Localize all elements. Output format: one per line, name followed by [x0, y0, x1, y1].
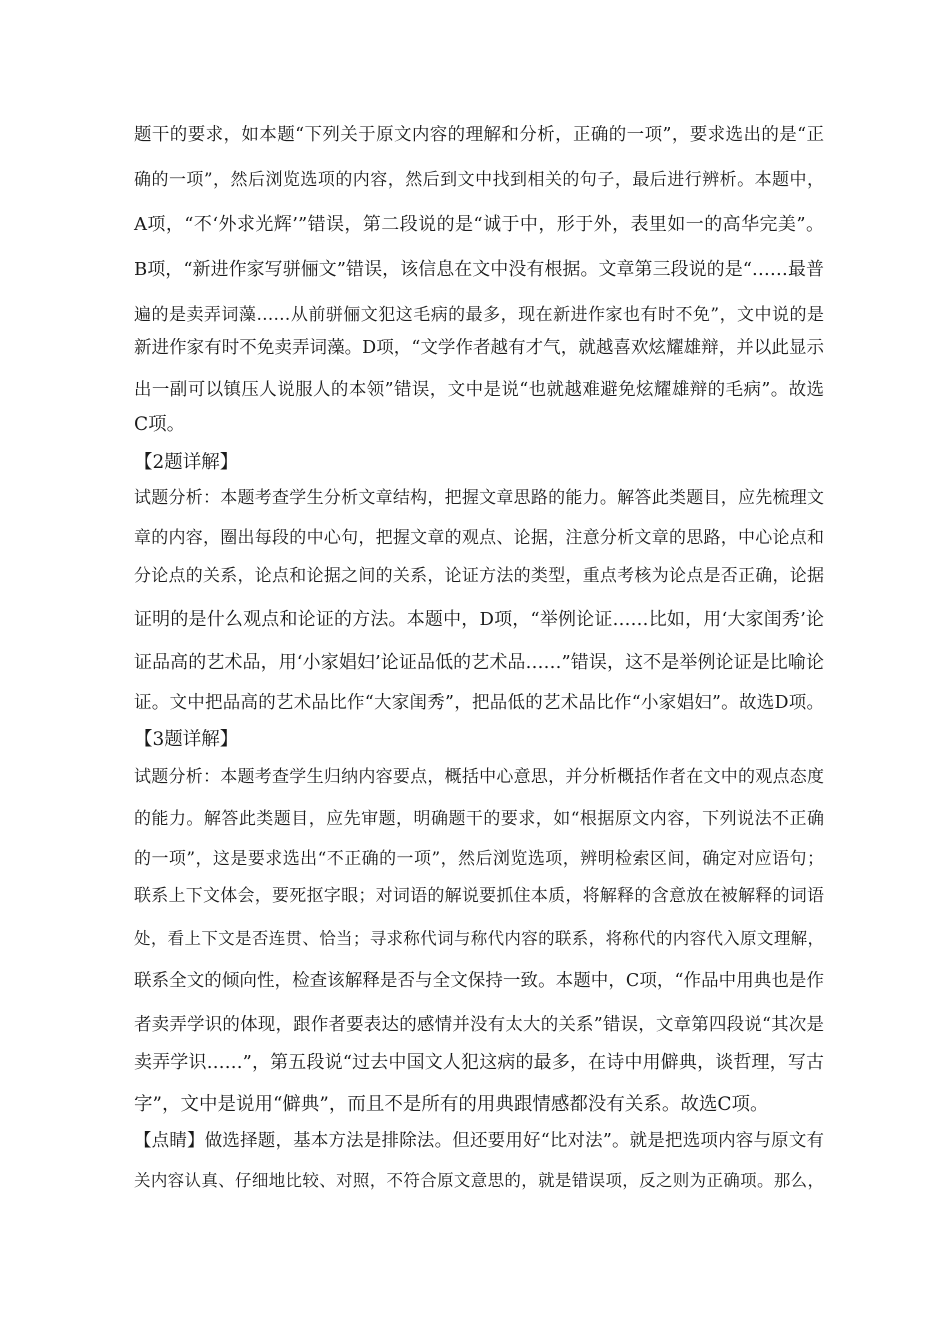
- text-line: 处，看上下文是否连贯、恰当；寻求称代词与称代内容的联系，将称代的内容代入原文理解，: [134, 929, 824, 948]
- text-line: 证明的是什么观点和论证的方法。本题中，D项，“举例论证……比如，用‘大家闺秀’论: [134, 609, 824, 630]
- text-line: 的一项”，这是要求选出“不正确的一项”，然后浏览选项，辨明检索区间，确定对应语句；: [134, 849, 824, 869]
- text-line: 联系全文的倾向性，检查该解释是否与全文保持一致。本题中，C项，“作品中用典也是作: [134, 971, 824, 991]
- text-line: 章的内容，圈出每段的中心句，把握文章的观点、论据，注意分析文章的思路，中心论点和: [134, 528, 824, 548]
- text-line: 新进作家有时不免卖弄词藻。D项，“文学作者越有才气，就越喜欢炫耀雄辩，并以此显示: [134, 338, 824, 358]
- text-line: 试题分析：本题考查学生分析文章结构，把握文章思路的能力。解答此类题目，应先梳理文: [134, 488, 824, 508]
- text-line: B项，“新进作家写骈俪文”错误，该信息在文中没有根据。文章第三段说的是“……最普: [134, 259, 824, 280]
- text-line: 证。文中把品高的艺术品比作“大家闺秀”，把品低的艺术品比作“小家娼妇”。故选D项。: [134, 693, 824, 713]
- text-line: 者卖弄学识的体现，跟作者要表达的感情并没有太大的关系”错误，文章第四段说“其次是: [134, 1015, 824, 1035]
- text-line: 【点睛】做选择题，基本方法是排除法。但还要用好“比对法”。就是把选项内容与原文有: [134, 1131, 824, 1151]
- text-line: 分论点的关系，论点和论据之间的关系，论证方法的类型，重点考核为论点是否正确，论据: [134, 566, 824, 586]
- text-line: 出一副可以镇压人说服人的本领”错误，文中是说“也就越难避免炫耀雄辩的毛病”。故选: [134, 380, 824, 400]
- text-line: 确的一项”，然后浏览选项的内容，然后到文中找到相关的句子，最后进行辨析。本题中，: [134, 170, 824, 190]
- section-heading: 【2题详解】: [134, 452, 239, 473]
- text-line: 的能力。解答此类题目，应先审题，明确题干的要求，如“根据原文内容，下列说法不正确: [134, 809, 824, 829]
- text-line: 字”，文中是说用“僻典”，而且不是所有的用典跟情感都没有关系。故选C项。: [134, 1094, 769, 1115]
- text-line: 联系上下文体会，要死抠字眼；对词语的解说要抓住本质，将解释的含意放在被解释的词语: [134, 886, 824, 906]
- text-line: 遍的是卖弄词藻……从前骈俪文犯这毛病的最多，现在新进作家也有时不免”，文中说的是: [134, 305, 824, 325]
- text-line: 题干的要求，如本题“下列关于原文内容的理解和分析，正确的一项”，要求选出的是“正: [134, 125, 824, 145]
- text-line: 关内容认真、仔细地比较、对照，不符合原文意思的，就是错误项，反之则为正确项。那么，: [134, 1171, 824, 1190]
- text-line: 证品高的艺术品，用‘小家娼妇’论证品低的艺术品……”错误，这不是举例论证是比喻论: [134, 652, 824, 673]
- text-line: 试题分析：本题考查学生归纳内容要点，概括中心意思，并分析概括作者在文中的观点态度: [134, 767, 824, 787]
- text-line: C项。: [134, 414, 186, 435]
- text-line: 卖弄学识……”，第五段说“过去中国文人犯这病的最多，在诗中用僻典，谈哲理，写古: [134, 1052, 824, 1073]
- section-heading: 【3题详解】: [134, 729, 239, 750]
- text-line: A项，“不‘外求光辉’”错误，第二段说的是“诚于中，形于外，表里如一的高华完美”。: [134, 214, 824, 235]
